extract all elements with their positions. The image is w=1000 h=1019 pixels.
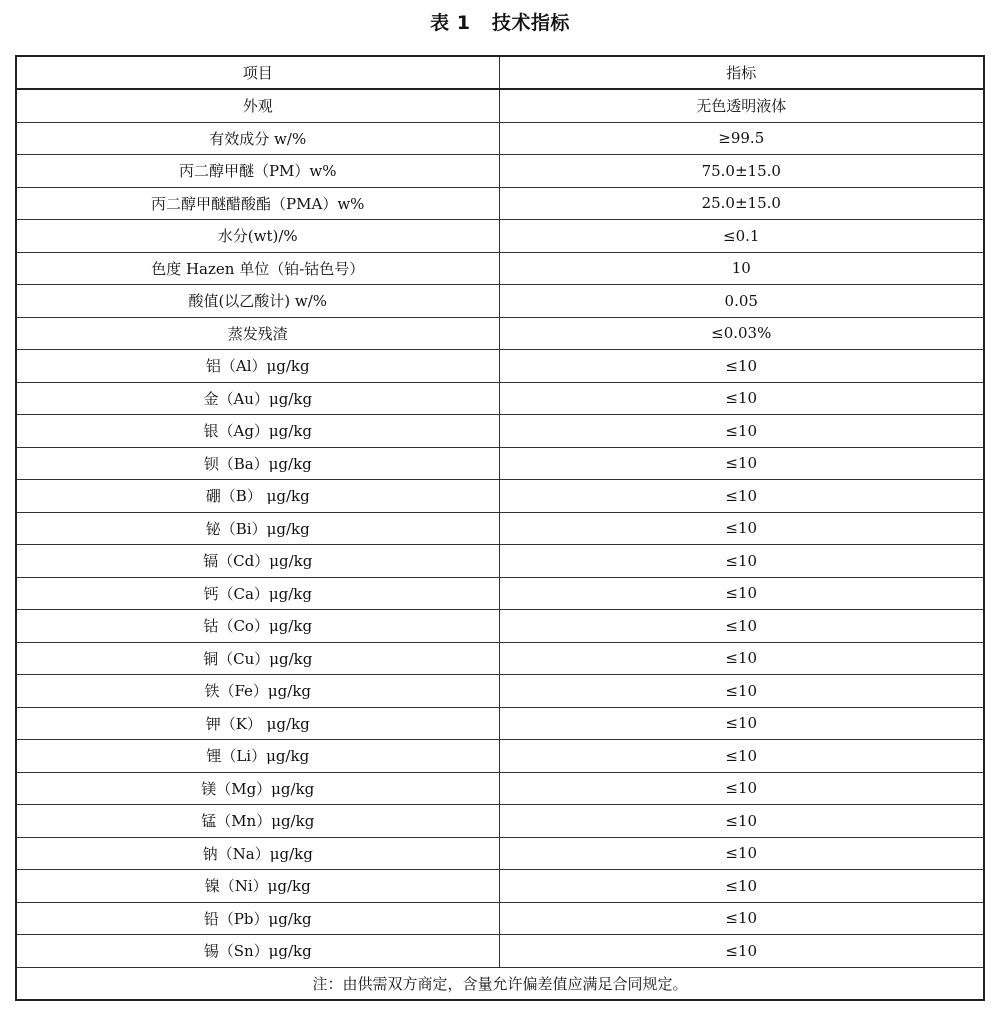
table-row <box>16 512 984 545</box>
table-row <box>16 902 984 935</box>
indicator-cell: 10 <box>499 252 984 285</box>
item-cell: 钙（Ca）μg/kg <box>16 577 499 610</box>
item-cell: 铁（Fe）μg/kg <box>16 675 499 708</box>
item-cell: 水分(wt)/% <box>16 220 499 253</box>
table-row <box>16 642 984 675</box>
item-cell: 外观 <box>16 89 499 122</box>
indicator-cell: 75.0±15.0 <box>499 155 984 188</box>
table-row <box>16 187 984 220</box>
indicator-cell: 无色透明液体 <box>499 89 984 122</box>
indicator-cell: 0.05 <box>499 285 984 318</box>
table-row <box>16 675 984 708</box>
note-row <box>16 967 984 1000</box>
item-cell: 铜（Cu）μg/kg <box>16 642 499 675</box>
item-cell: 金（Au）μg/kg <box>16 382 499 415</box>
indicator-cell: ≤10 <box>499 837 984 870</box>
indicator-cell: ≤10 <box>499 545 984 578</box>
indicator-cell: ≤10 <box>499 610 984 643</box>
table-row <box>16 350 984 383</box>
header-row <box>16 56 984 89</box>
indicator-cell: 25.0±15.0 <box>499 187 984 220</box>
item-cell: 锂（Li）μg/kg <box>16 740 499 773</box>
item-cell: 酸值(以乙酸计) w/% <box>16 285 499 318</box>
item-cell: 蒸发残渣 <box>16 317 499 350</box>
table-row <box>16 935 984 968</box>
indicator-cell: ≤10 <box>499 577 984 610</box>
table-caption: 表 1 技术指标 <box>430 12 570 34</box>
table-row <box>16 740 984 773</box>
item-cell: 铅（Pb）μg/kg <box>16 902 499 935</box>
indicator-cell: ≤0.1 <box>499 220 984 253</box>
indicator-cell: ≤10 <box>499 805 984 838</box>
indicator-cell: ≤0.03% <box>499 317 984 350</box>
technical-spec-table <box>15 55 985 1001</box>
table-row <box>16 707 984 740</box>
item-cell: 镍（Ni）μg/kg <box>16 870 499 903</box>
table-row <box>16 155 984 188</box>
indicator-cell: ≤10 <box>499 935 984 968</box>
item-cell: 钡（Ba）μg/kg <box>16 447 499 480</box>
item-cell: 有效成分 w/% <box>16 122 499 155</box>
table-row <box>16 317 984 350</box>
item-cell: 钠（Na）μg/kg <box>16 837 499 870</box>
table-row <box>16 805 984 838</box>
indicator-cell: ≤10 <box>499 870 984 903</box>
table-row <box>16 610 984 643</box>
table-row <box>16 480 984 513</box>
table-row <box>16 89 984 122</box>
item-cell: 锡（Sn）μg/kg <box>16 935 499 968</box>
item-cell: 丙二醇甲醚（PM）w% <box>16 155 499 188</box>
item-cell: 钾（K） μg/kg <box>16 707 499 740</box>
table-row <box>16 577 984 610</box>
indicator-cell: ≤10 <box>499 512 984 545</box>
item-cell: 丙二醇甲醚醋酸酯（PMA）w% <box>16 187 499 220</box>
table-note: 注：由供需双方商定，含量允许偏差值应满足合同规定。 <box>16 967 984 1000</box>
table-row <box>16 870 984 903</box>
header-item: 项目 <box>16 56 499 89</box>
table-row <box>16 382 984 415</box>
indicator-cell: ≤10 <box>499 350 984 383</box>
indicator-cell: ≤10 <box>499 415 984 448</box>
table-row <box>16 415 984 448</box>
indicator-cell: ≤10 <box>499 740 984 773</box>
item-cell: 色度 Hazen 单位（铂-钴色号） <box>16 252 499 285</box>
header-indicator: 指标 <box>499 56 984 89</box>
item-cell: 镁（Mg）μg/kg <box>16 772 499 805</box>
indicator-cell: ≤10 <box>499 902 984 935</box>
table-row <box>16 837 984 870</box>
table-row <box>16 122 984 155</box>
table-row <box>16 285 984 318</box>
indicator-cell: ≤10 <box>499 707 984 740</box>
item-cell: 铝（Al）μg/kg <box>16 350 499 383</box>
table-body <box>16 89 984 967</box>
indicator-cell: ≤10 <box>499 675 984 708</box>
indicator-cell: ≤10 <box>499 447 984 480</box>
item-cell: 铋（Bi）μg/kg <box>16 512 499 545</box>
table-row <box>16 447 984 480</box>
table-row <box>16 252 984 285</box>
table-row <box>16 545 984 578</box>
indicator-cell: ≤10 <box>499 480 984 513</box>
indicator-cell: ≤10 <box>499 642 984 675</box>
item-cell: 硼（B） μg/kg <box>16 480 499 513</box>
indicator-cell: ≤10 <box>499 772 984 805</box>
indicator-cell: ≤10 <box>499 382 984 415</box>
table-row <box>16 772 984 805</box>
item-cell: 银（Ag）μg/kg <box>16 415 499 448</box>
item-cell: 锰（Mn）μg/kg <box>16 805 499 838</box>
item-cell: 镉（Cd）μg/kg <box>16 545 499 578</box>
item-cell: 钴（Co）μg/kg <box>16 610 499 643</box>
indicator-cell: ≥99.5 <box>499 122 984 155</box>
table-row <box>16 220 984 253</box>
